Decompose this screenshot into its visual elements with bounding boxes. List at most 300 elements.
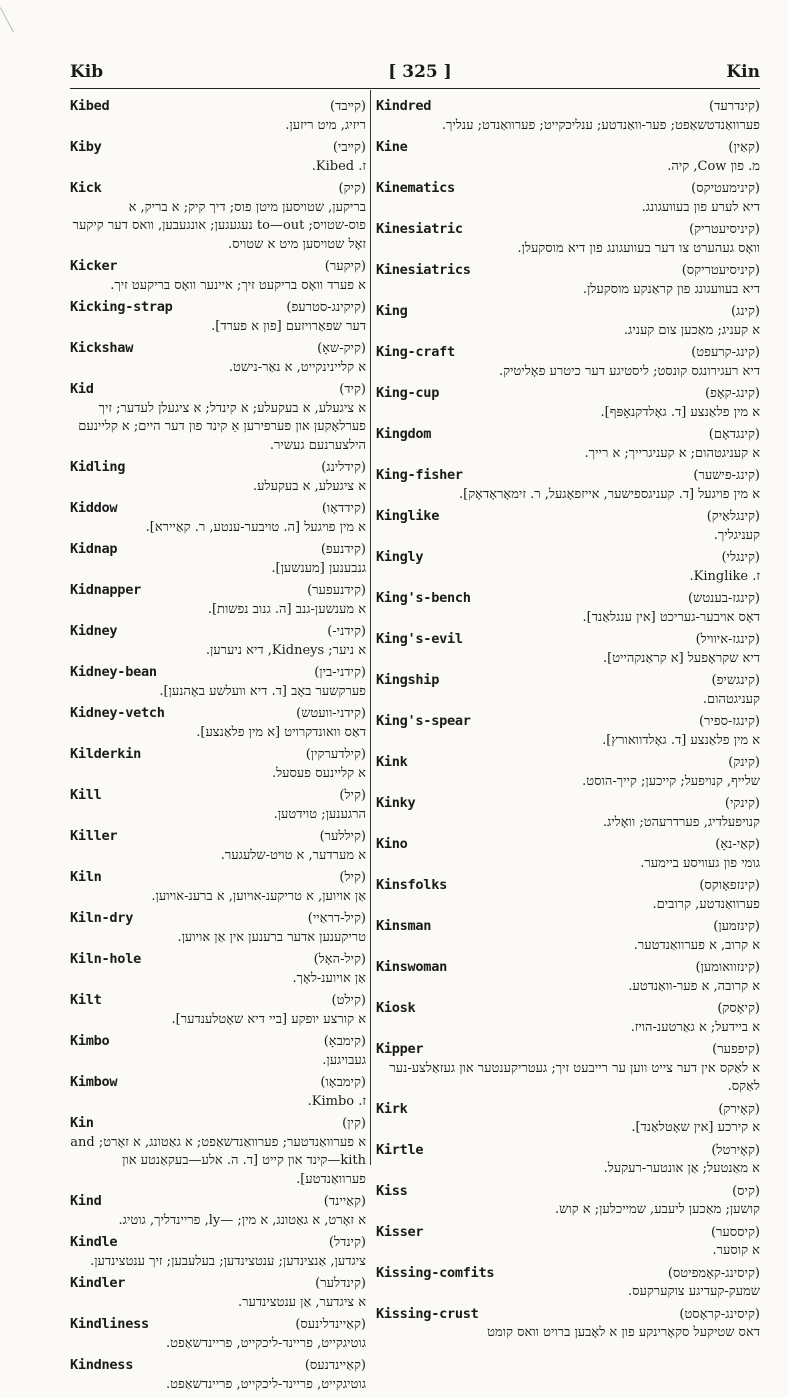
entry-definition: פערוואַנדטע, קרובים.: [652, 896, 760, 912]
entry-pronunciation: (קימבאָו): [320, 1075, 366, 1090]
entry-pronunciation: (קידנעפער): [307, 583, 366, 598]
entry-headline: [376, 712, 760, 732]
entry-headword: Kinsfolks: [376, 877, 447, 893]
entry-headline: [70, 1274, 366, 1294]
entry-pronunciation: (קידנעפ): [320, 542, 366, 557]
entry-headword: Kicker: [70, 258, 118, 274]
header-left-guideword: Kib: [70, 62, 104, 82]
entry-pronunciation: (קינזמען): [713, 919, 760, 934]
entry-pronunciation: (קינזוואומען): [695, 960, 760, 975]
entry-definition: בריקען, שטויסען מיטן פוס; דיך קיק; א בריק, א פוס-שטויס; to—out נעגעגען; אונגעבען, וואס דער קיקער זאָל שטויסען מיט א שטויס.: [72, 199, 366, 252]
entry-headword: Kisser: [376, 1223, 424, 1240]
entry-headline: [70, 499, 366, 519]
entry-headline: [376, 835, 760, 855]
dictionary-entry: [376, 261, 760, 299]
entry-definition: א מערדער, א טויט-שלעגער.: [220, 847, 366, 863]
entry-headword: Kiln-dry: [70, 910, 134, 926]
entry-headword: Kidney: [70, 623, 118, 639]
entry-pronunciation: (קינדלער): [315, 1276, 366, 1291]
entry-headword: Kipper: [376, 1041, 424, 1057]
entry-headword: Kilt: [70, 992, 102, 1008]
entry-headword: Kinsman: [376, 918, 432, 934]
entry-pronunciation: (קיניסיעטריקס): [681, 263, 760, 278]
entry-definition: א ציגעלע, א בעקעלע; א קינדל; א ציגעלן לעדער; זיך פערלאָקען און פערפירען אַ קינד פון דער היים; א קליינעם הילצערנעם געשיר.: [78, 400, 366, 453]
entry-pronunciation: (קאַיינד): [323, 1194, 366, 1209]
entry-pronunciation: (קײבי): [332, 140, 366, 155]
entry-definition: א מין פויגעל [ה. טויבער-ענטע, ר. קאַיירא].: [145, 519, 366, 535]
dictionary-entry: [70, 1114, 366, 1189]
entry-pronunciation: (קיד): [339, 382, 366, 397]
entry-headline: [70, 1233, 366, 1253]
entry-pronunciation: (קידני-בין): [314, 665, 366, 680]
dictionary-entry: [70, 950, 366, 988]
entry-headline: [70, 1114, 366, 1134]
dictionary-entry: [376, 1264, 760, 1302]
entry-headline: [376, 425, 760, 445]
entry-headword: Kinswoman: [376, 959, 447, 975]
entry-pronunciation: (קילט): [331, 993, 366, 1008]
entry-headword: Kirtle: [376, 1141, 424, 1158]
entry-headword: King: [376, 303, 408, 319]
entry-headword: Kingdom: [376, 426, 432, 442]
entry-headword: Kick: [70, 180, 102, 196]
entry-pronunciation: (קינקי): [724, 796, 760, 811]
entry-headline: [70, 581, 366, 601]
entry-headline: [376, 876, 760, 896]
entry-definition: א קרובה, א פער-וואַנדטע.: [628, 978, 760, 994]
dictionary-entry: [70, 97, 366, 135]
dictionary-entry: [376, 671, 760, 709]
entry-definition: שלייף, קנויפעל; קייכען; קייך-הוסט.: [582, 773, 760, 789]
entry-headline: [70, 97, 366, 117]
entry-definition: דאס שטיקעל סקאָרינקע פון א לאָבען ברויט וואס קומט: [487, 1325, 760, 1340]
entry-definition: דיא לערע פון בעוועגונג.: [641, 199, 760, 215]
dictionary-entry: [376, 179, 760, 217]
entry-headword: Kidnap: [70, 541, 118, 557]
entry-pronunciation: (קיפפער): [712, 1042, 760, 1057]
entry-headline: [376, 671, 760, 691]
entry-headword: Kindness: [70, 1357, 134, 1373]
dictionary-entry: [376, 138, 760, 176]
entry-headword: Kindler: [70, 1275, 126, 1291]
entry-pronunciation: (קינגשיפ): [711, 673, 760, 688]
entry-headline: [70, 339, 366, 359]
entry-definition: א פערד וואָס בריקעט זיך; איינער וואָס בריקעט זיך.: [110, 277, 366, 293]
entry-headline: [376, 999, 760, 1019]
dictionary-entry: [376, 384, 760, 422]
entry-definition: אַן אויוענ-לאָך.: [292, 970, 366, 986]
dictionary-entry: [376, 589, 760, 627]
entry-pronunciation: (קינגדאָם): [708, 427, 760, 442]
entry-headline: [376, 1223, 760, 1243]
dictionary-entry: [70, 622, 366, 660]
entry-definition: ז. Kimbo.: [307, 1093, 366, 1109]
entry-pronunciation: (קינגלי): [721, 550, 760, 565]
entry-headline: [70, 1073, 366, 1093]
entry-headword: Kimbo: [70, 1033, 110, 1049]
dictionary-entry: [70, 298, 366, 336]
dictionary-entry: [70, 827, 366, 865]
entry-definition: פערוואַנדטשאַפט; פער-וואַנדטע; ענליכקייט; פערוואַנדט; ענליך.: [441, 117, 760, 133]
entry-pronunciation: (קידדאָו): [321, 501, 366, 516]
entry-definition: א קורצע יופקע [ביי דיא שאָטלענדער].: [171, 1011, 366, 1027]
entry-pronunciation: (קיל): [339, 788, 366, 803]
dictionary-entry: [376, 630, 760, 668]
entry-pronunciation: (קינג-קאָפ): [705, 386, 760, 401]
dictionary-entry: [376, 220, 760, 258]
entry-pronunciation: (קאַין): [728, 140, 760, 155]
dictionary-entry: [376, 302, 760, 340]
dictionary-entry: [70, 499, 366, 537]
entry-pronunciation: (קינג): [730, 304, 760, 319]
entry-pronunciation: (קינג-קרעפט): [691, 345, 760, 360]
entry-definition: דיא רעגירונגס קונסט; ליסטיגע דער כיטרע פאָליטיק.: [498, 363, 760, 379]
entry-pronunciation: (קאַי-נאָ): [715, 837, 760, 852]
entry-headline: [70, 909, 366, 929]
entry-definition: א ביידעל; א גאַרטענ-הויז.: [630, 1019, 760, 1035]
dictionary-entry: [70, 339, 366, 377]
entry-definition: א קירכע [אין שאָטלאַנד].: [631, 1120, 760, 1135]
entry-definition: א ניער; Kidneys, דיא ניערען.: [205, 642, 366, 658]
entry-headline: [70, 704, 366, 724]
entry-headword: King-cup: [376, 385, 440, 401]
entry-definition: טריקענען אדער ברענען אין אַן אויוען.: [177, 929, 366, 945]
entry-headline: [376, 261, 760, 281]
dictionary-entry: [376, 917, 760, 955]
entry-pronunciation: (קידני-וועטש): [296, 706, 366, 721]
entry-headword: Kiln-hole: [70, 951, 141, 967]
page-header: [70, 62, 760, 84]
right-column: [376, 97, 760, 1346]
dictionary-entry: [70, 458, 366, 496]
entry-headline: [70, 868, 366, 888]
entry-pronunciation: (קאָירק): [718, 1101, 760, 1117]
entry-definition: ז. Kibed.: [311, 158, 366, 174]
entry-headline: [376, 466, 760, 486]
dictionary-entry: [376, 794, 760, 832]
entry-headword: Kinky: [376, 795, 416, 811]
entry-definition: א קליינינקייט, א נאַר-נישט.: [228, 359, 366, 375]
entry-headline: [70, 179, 366, 199]
entry-definition: דאַס וואונדקרויט [א מין פלאַנצע].: [196, 724, 366, 740]
header-right-guideword: Kin: [726, 62, 760, 82]
entry-definition: א קרוב, א פערוואַנדטער.: [633, 937, 760, 953]
entry-headline: [376, 548, 760, 568]
entry-headword: Kine: [376, 139, 408, 155]
entry-definition: קעניגליך.: [713, 527, 760, 543]
entry-pronunciation: (קינגז-בענטש): [688, 591, 760, 606]
entry-definition: ריזיג, מיט ריזען.: [285, 117, 366, 133]
entry-headword: Kibed: [70, 98, 110, 114]
entry-headline: [376, 179, 760, 199]
entry-headword: Kingship: [376, 672, 440, 688]
entry-pronunciation: (קינגלאַיק): [706, 509, 760, 524]
entry-headword: Kidling: [70, 459, 126, 475]
entry-headline: [70, 458, 366, 478]
page-number: [ 325 ]: [388, 62, 452, 82]
entry-definition: דאָס אויבער-געריכט [אין ענגלאַנד].: [582, 609, 760, 625]
entry-pronunciation: (קיססער): [710, 1224, 760, 1240]
entry-pronunciation: (קימבאָ): [323, 1034, 366, 1049]
dictionary-entry: [70, 909, 366, 947]
entry-definition: א קוסער.: [712, 1243, 760, 1258]
entry-headline: [70, 745, 366, 765]
entry-definition: פערקשער באָב [ד. דיא וועלשע באָהנען].: [159, 683, 366, 699]
entry-definition: א זאָרט, א גאַטונג, א מין; —ly, פריינדליך, גוטיג.: [118, 1212, 366, 1228]
entry-headword: Kinematics: [376, 180, 455, 196]
entry-pronunciation: (קידלינג): [321, 460, 366, 475]
entry-headline: [376, 753, 760, 773]
entry-pronunciation: (קיק): [338, 181, 366, 196]
entry-headword: Kindle: [70, 1234, 118, 1250]
dictionary-entry: [70, 704, 366, 742]
dictionary-entry: [376, 343, 760, 381]
left-column: [70, 97, 366, 1397]
dictionary-entry: [70, 868, 366, 906]
entry-headline: [376, 1040, 760, 1060]
entry-headword: King's-evil: [376, 631, 463, 647]
entry-pronunciation: (קיסינג-קראָסט): [679, 1306, 760, 1322]
entry-pronunciation: (קיק-שאָ): [317, 341, 366, 356]
entry-pronunciation: (קינדל): [328, 1235, 366, 1250]
entry-definition: דער שפאַרויזעם [פון א פערד].: [211, 318, 366, 334]
dictionary-entry: [376, 1182, 760, 1220]
entry-definition: גוטיגקייט, פריינד-ליכקייט, פריינדשאַפט.: [166, 1335, 366, 1351]
header-rule: [70, 88, 760, 89]
entry-definition: א פערוואַנדטער; פערוואַנדשאַפט; א גאַטונג, א זאָרט; and kith—קינד און קייט [ד. ה. אלע—בעקאַנטע און פערוואַנדטע].: [70, 1134, 366, 1187]
entry-headline: [70, 786, 366, 806]
entry-headline: [376, 220, 760, 240]
entry-definition: א ציגדער, אַן ענטצינדער.: [238, 1294, 366, 1310]
entry-pronunciation: (קיל-האָל): [313, 952, 366, 967]
entry-headword: Kidnapper: [70, 582, 141, 598]
entry-pronunciation: (קײבד): [330, 99, 366, 114]
entry-headline: [376, 138, 760, 158]
entry-definition: א מין פלאַנצע [ד. גאָלדוואורץ].: [602, 732, 760, 748]
entry-headword: Kissing-crust: [376, 1305, 479, 1322]
entry-headline: [70, 991, 366, 1011]
dictionary-entry: [70, 380, 366, 455]
dictionary-entry: [70, 257, 366, 295]
entry-definition: א לאַקס אין דער צייט ווען ער רייבעט זיך; געטריקענטער און געזאַלצע-נער לאַקס.: [389, 1060, 760, 1094]
entry-pronunciation: (קיל): [339, 870, 366, 885]
entry-headword: Kidney-vetch: [70, 705, 165, 721]
entry-definition: א מין פויגעל [ד. קעניגספישער, אייזפאָגעל, ר. זימאָראָדאָק].: [459, 486, 760, 502]
entry-headword: Kind: [70, 1193, 102, 1209]
entry-headword: Kinesiatric: [376, 221, 463, 237]
entry-pronunciation: (קין): [342, 1116, 366, 1131]
entry-pronunciation: (קיללער): [319, 829, 366, 844]
dictionary-entry: [70, 663, 366, 701]
entry-headword: Kimbow: [70, 1074, 118, 1090]
entry-headline: [70, 663, 366, 683]
entry-headline: [376, 507, 760, 527]
entry-pronunciation: (קאַיינדנעס): [304, 1358, 366, 1373]
entry-headword: Kin: [70, 1115, 94, 1131]
entry-definition: גנבענען [מענשען].: [271, 560, 366, 576]
entry-headline: [70, 1315, 366, 1335]
entry-headline: [376, 384, 760, 404]
entry-headline: [376, 343, 760, 363]
entry-pronunciation: (קאָירטל): [711, 1142, 760, 1158]
entry-headword: Kingly: [376, 549, 424, 565]
entry-headline: [70, 298, 366, 318]
entry-definition: קעניגטהום.: [702, 691, 760, 707]
dictionary-entry: [376, 1305, 760, 1343]
entry-pronunciation: (קינגז-איוויל): [695, 632, 760, 647]
entry-pronunciation: (קילדערקין): [305, 747, 366, 762]
entry-headword: King's-spear: [376, 713, 471, 729]
entry-pronunciation: (קינגז-ספיר): [698, 714, 760, 729]
entry-headword: Kissing-comfits: [376, 1264, 495, 1281]
entry-headline: [70, 827, 366, 847]
dictionary-entry: [376, 999, 760, 1037]
entry-definition: דיא שקראָפעל [א קראַנקהייט].: [602, 650, 760, 666]
dictionary-entry: [70, 1233, 366, 1271]
entry-headword: Kicking-strap: [70, 299, 173, 315]
entry-headline: [376, 1182, 760, 1202]
entry-headline: [376, 958, 760, 978]
dictionary-entry: [376, 97, 760, 135]
entry-headword: Kiss: [376, 1182, 408, 1199]
dictionary-entry: [70, 1356, 366, 1394]
entry-definition: א קעניגטהום; א קעניגרייך; א רייך.: [584, 445, 760, 461]
entry-headline: [376, 630, 760, 650]
entry-definition: א מאַנטעל; אַן אונטער-רעקעל.: [603, 1161, 760, 1176]
entry-headword: Killer: [70, 828, 118, 844]
entry-headword: Kinesiatrics: [376, 262, 471, 278]
entry-headword: Kilderkin: [70, 746, 141, 762]
dictionary-entry: [376, 1223, 760, 1261]
dictionary-entry: [70, 540, 366, 578]
entry-headword: Kidney-bean: [70, 664, 157, 680]
entry-pronunciation: (קינג-פישער): [693, 468, 760, 483]
entry-definition: א ציגעלע, א בעקעלע.: [253, 478, 366, 494]
entry-pronunciation: (קיניסיעטריק): [689, 222, 760, 237]
dictionary-entry: [376, 1141, 760, 1179]
entry-headline: [376, 794, 760, 814]
entry-definition: קושען; מאַכען ליעבע, שמייכלען; א קוש.: [555, 1202, 760, 1217]
dictionary-entry: [70, 179, 366, 254]
dictionary-entry: [70, 1274, 366, 1312]
entry-definition: אַן אויוען, א טריקענ-אויוען, א ברענ-אויוען.: [151, 888, 366, 904]
entry-definition: א מענשען-גנב [ה. גנוב נפשות].: [207, 601, 366, 617]
entry-pronunciation: (קינק): [728, 755, 760, 770]
entry-definition: געבויגען.: [322, 1052, 366, 1068]
entry-definition: ז. Kinglike.: [689, 568, 760, 584]
entry-pronunciation: (קאַיינדלינעס): [295, 1317, 366, 1332]
entry-headline: [376, 1264, 760, 1284]
entry-headline: [376, 97, 760, 117]
entry-pronunciation: (קיאָסק): [717, 1001, 760, 1016]
entry-definition: קנויפעלדיג, פערדרעהט; וואָליג.: [602, 814, 760, 830]
dictionary-entry: [376, 958, 760, 996]
entry-headline: [70, 540, 366, 560]
entry-pronunciation: (קינימעטיקס): [691, 181, 760, 196]
entry-headword: Kino: [376, 836, 408, 852]
entry-headword: King-fisher: [376, 467, 463, 483]
dictionary-entry: [376, 1040, 760, 1097]
entry-headline: [70, 950, 366, 970]
dictionary-entry: [376, 548, 760, 586]
entry-pronunciation: (קיסינג-קאָמפיטס): [667, 1265, 760, 1281]
entry-headline: [376, 1141, 760, 1161]
dictionary-entry: [70, 991, 366, 1029]
entry-definition: שמעק-קעדיגע צוקערקעס.: [627, 1284, 760, 1299]
dictionary-entry: [376, 712, 760, 750]
entry-headword: Kickshaw: [70, 340, 134, 356]
entry-headline: [376, 1305, 760, 1325]
dictionary-entry: [376, 835, 760, 873]
entry-headword: Kindliness: [70, 1316, 149, 1332]
dictionary-entry: [70, 138, 366, 176]
entry-pronunciation: (קידני-): [327, 624, 366, 639]
entry-headline: [70, 622, 366, 642]
dictionary-entry: [376, 425, 760, 463]
entry-definition: וואָס געהערט צו דער בעוועגונג פון דיא מוסקעלן.: [517, 240, 760, 256]
entry-headword: Kid: [70, 381, 94, 397]
dictionary-entry: [376, 507, 760, 545]
entry-headword: King-craft: [376, 344, 455, 360]
entry-headline: [376, 917, 760, 937]
dictionary-entry: [70, 1032, 366, 1070]
entry-pronunciation: (קיקינג-סטרעפ): [286, 300, 366, 315]
entry-headline: [70, 1192, 366, 1212]
entry-definition: ציגדען, אַנצינדען; ענטצינדען; בעלעבען; זיך ענטצינדען.: [90, 1253, 366, 1269]
entry-headline: [376, 1100, 760, 1120]
entry-pronunciation: (קיקער): [324, 259, 366, 274]
entry-definition: הרגענען; טוידטען.: [273, 806, 366, 822]
entry-headline: [376, 302, 760, 322]
entry-definition: מ. פון Cow, קיה.: [667, 158, 760, 174]
dictionary-entry: [70, 786, 366, 824]
entry-headword: Kirk: [376, 1100, 408, 1117]
dictionary-entry: [70, 1192, 366, 1230]
entry-definition: גומי פון געוויסע ביימער.: [640, 855, 760, 871]
entry-headword: Kiby: [70, 139, 102, 155]
entry-headword: Kiln: [70, 869, 102, 885]
entry-headline: [70, 138, 366, 158]
dictionary-entry: [70, 745, 366, 783]
entry-definition: א קליינעס פעסעל.: [271, 765, 366, 781]
entry-headline: [70, 1032, 366, 1052]
entry-headword: Kink: [376, 754, 408, 770]
entry-pronunciation: (קינדרעד): [709, 99, 760, 114]
dictionary-entry: [70, 581, 366, 619]
entry-headline: [70, 380, 366, 400]
entry-pronunciation: (קיס): [732, 1183, 760, 1199]
dictionary-entry: [376, 753, 760, 791]
entry-definition: גוטיגקייט, פריינד-ליכקייט, פריינדשאַפט.: [166, 1376, 366, 1392]
entry-headline: [70, 257, 366, 277]
scan-mark: [0, 4, 21, 33]
entry-pronunciation: (קינזפאָוקס): [699, 878, 760, 893]
entry-headword: Kill: [70, 787, 102, 803]
entry-headword: Kinglike: [376, 508, 440, 524]
entry-headword: Kindred: [376, 98, 432, 114]
entry-definition: א קעניג; מאַכען צום קעניג.: [623, 322, 760, 338]
dictionary-entry: [70, 1073, 366, 1111]
entry-headline: [70, 1356, 366, 1376]
entry-definition: דיא בעוועגונג פון קראַנקע מוסקעלן.: [582, 281, 760, 297]
entry-pronunciation: (קיל-דראַיי): [307, 911, 366, 926]
entry-headword: Kiddow: [70, 500, 118, 516]
dictionary-entry: [376, 876, 760, 914]
dictionary-entry: [376, 466, 760, 504]
dictionary-entry: [70, 1315, 366, 1353]
entry-headword: King's-bench: [376, 590, 471, 606]
dictionary-entry: [376, 1100, 760, 1138]
